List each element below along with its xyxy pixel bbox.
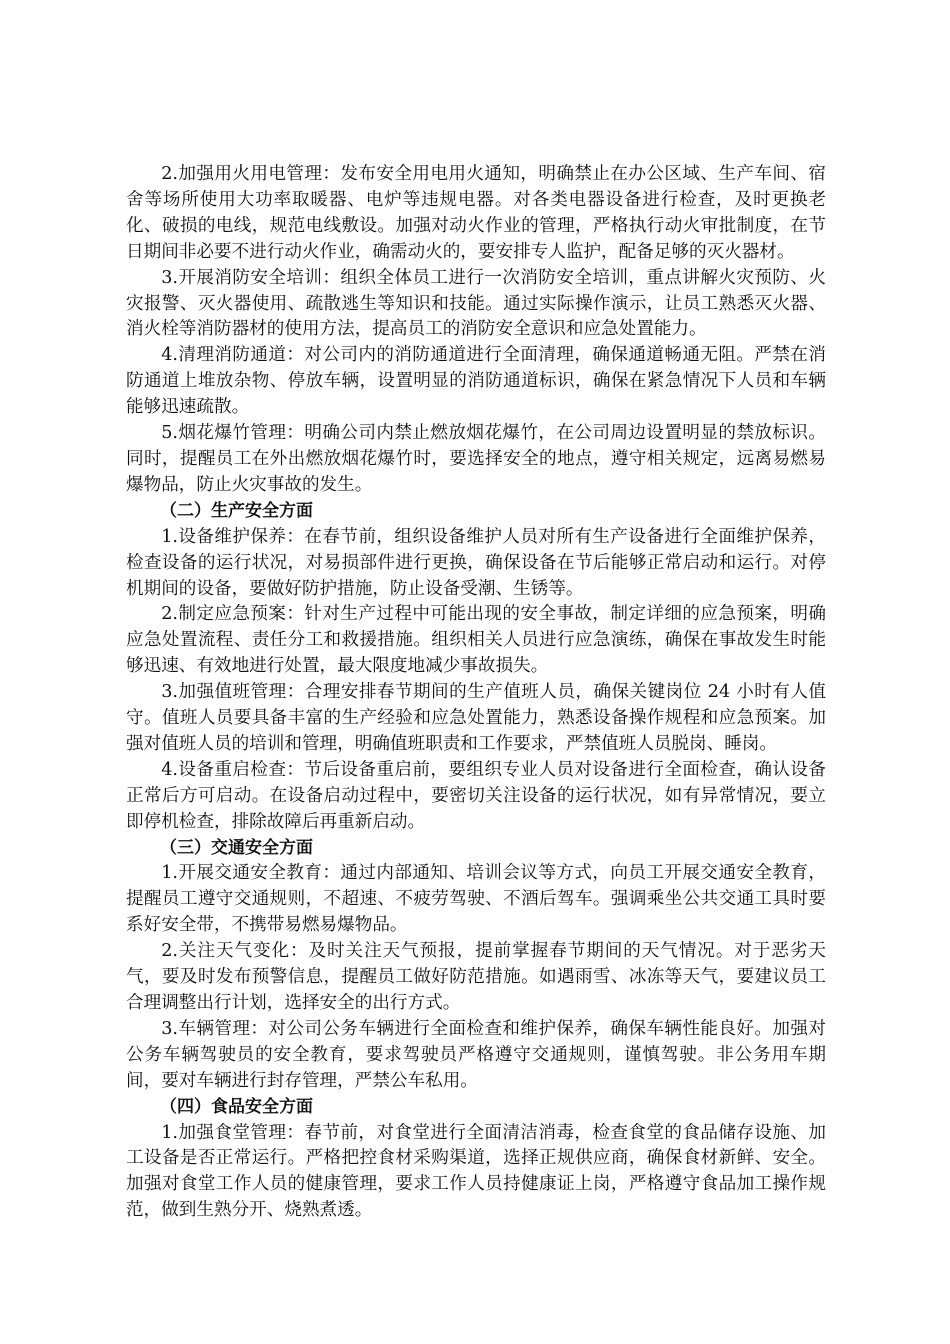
fire-paragraph-5: 5.烟花爆竹管理：明确公司内禁止燃放烟花爆竹，在公司周边设置明显的禁放标识。同时，提醒员工在外出燃放烟花爆竹时，要选择安全的地点，遵守相关规定，远离易燃易爆物品，防止火灾事故的发生。 bbox=[126, 423, 826, 495]
fire-paragraph-2: 2.加强用火用电管理：发布安全用电用火通知，明确禁止在办公区域、生产车间、宿舍等场所使用大功率取暖器、电炉等违规电器。对各类电器设备进行检查，及时更换老化、破损的电线，规范电线敷设。加强对动火作业的管理，严格执行动火审批制度，在节日期间非必要不进行动火作业，确需动火的，要安排专人监护，配备足够的灭火器材。 bbox=[126, 164, 826, 262]
food-safety-heading: （四）食品安全方面 bbox=[160, 1096, 313, 1117]
fire-paragraph-3: 3.开展消防安全培训：组织全体员工进行一次消防安全培训，重点讲解火灾预防、火灾报警、灭火器使用、疏散逃生等知识和技能。通过实际操作演示，让员工熟悉灭火器、消火栓等消防器材的使用方法，提高员工的消防安全意识和应急处置能力。 bbox=[126, 267, 826, 340]
traffic-paragraph-2: 2.关注天气变化：及时关注天气预报，提前掌握春节期间的天气情况。对于恶劣天气，要及时发布预警信息，提醒员工做好防范措施。如遇雨雪、冰冻等天气，要建议员工合理调整出行计划，选择安全的出行方式。 bbox=[126, 941, 826, 1013]
production-paragraph-1: 1.设备维护保养：在春节前，组织设备维护人员对所有生产设备进行全面维护保养，检查设备的运行状况，对易损部件进行更换，确保设备在节后能够正常启动和运行。对停机期间的设备，要做好防护措施，防止设备受潮、生锈等。 bbox=[126, 526, 826, 599]
production-paragraph-4: 4.设备重启检查：节后设备重启前，要组织专业人员对设备进行全面检查，确认设备正常后方可启动。在设备启动过程中，要密切关注设备的运行状况，如有异常情况，要立即停机检查，排除故障后再重新启动。 bbox=[126, 759, 826, 832]
traffic-paragraph-1: 1.开展交通安全教育：通过内部通知、培训会议等方式，向员工开展交通安全教育，提醒员工遵守交通规则，不超速、不疲劳驾驶、不酒后驾车。强调乘坐公共交通工具时要系好安全带，不携带易燃易爆物品。 bbox=[126, 863, 826, 936]
fire-paragraph-4: 4.清理消防通道：对公司内的消防通道进行全面清理，确保通道畅通无阻。严禁在消防通道上堆放杂物、停放车辆，设置明显的消防通道标识，确保在紧急情况下人员和车辆能够迅速疏散。 bbox=[126, 345, 826, 418]
traffic-safety-heading: （三）交通安全方面 bbox=[160, 837, 313, 858]
production-paragraph-3: 3.加强值班管理：合理安排春节期间的生产值班人员，确保关键岗位 24 小时有人值守。值班人员要具备丰富的生产经验和应急处置能力，熟悉设备操作规程和应急预案。加强对值班人员的培训和管理，明确值班职责和工作要求，严禁值班人员脱岗、睡岗。 bbox=[126, 682, 826, 754]
traffic-paragraph-3: 3.车辆管理：对公司公务车辆进行全面检查和维护保养，确保车辆性能良好。加强对公务车辆驾驶员的安全教育，要求驾驶员严格遵守交通规则，谨慎驾驶。非公务用车期间，要对车辆进行封存管理，严禁公车私用。 bbox=[126, 1018, 826, 1091]
document-body bbox=[126, 162, 826, 1224]
production-paragraph-2: 2.制定应急预案：针对生产过程中可能出现的安全事故，制定详细的应急预案，明确应急处置流程、责任分工和救援措施。组织相关人员进行应急演练，确保在事故发生时能够迅速、有效地进行处置，最大限度地减少事故损失。 bbox=[126, 604, 826, 677]
production-safety-heading: （二）生产安全方面 bbox=[160, 500, 313, 521]
food-paragraph-1: 1.加强食堂管理：春节前，对食堂进行全面清洁消毒，检查食堂的食品储存设施、加工设备是否正常运行。严格把控食材采购渠道，选择正规供应商，确保食材新鲜、安全。加强对食堂工作人员的健康管理，要求工作人员持健康证上岗，严格遵守食品加工操作规范，做到生熟分开、烧熟煮透。 bbox=[126, 1122, 826, 1221]
